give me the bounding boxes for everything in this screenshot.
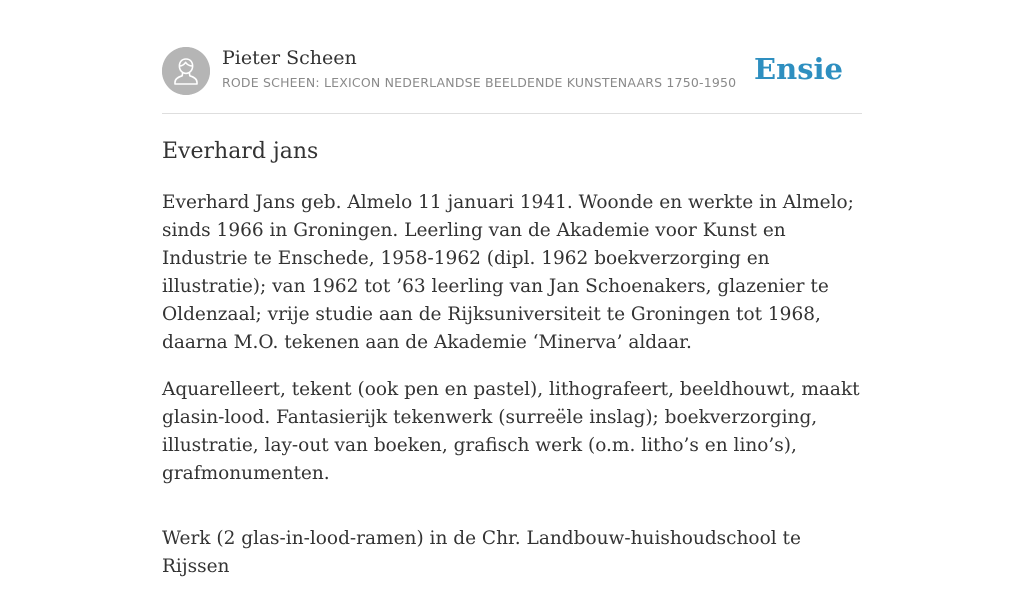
article-header bbox=[162, 0, 862, 114]
user-silhouette-icon bbox=[162, 47, 210, 95]
author-avatar[interactable] bbox=[162, 47, 210, 95]
paragraph-works: Werk (2 glas-in-lood-ramen) in de Chr. Landbouw-huishoudschool te Rijssen bbox=[162, 528, 801, 577]
content-column bbox=[162, 0, 862, 577]
article-body bbox=[162, 189, 862, 600]
paragraph-techniques: Aquarelleert, tekent (ook pen en pastel), lithografeert, beeldhouwt, maakt glasin-lood. Fantasierijk tekenwerk (surreële inslag); boekverzorging, illustratie, lay-out van boeken, grafisch werk (o.m. litho’s en lino’s), grafmonumenten. bbox=[162, 379, 860, 484]
paragraph-biography: Everhard Jans geb. Almelo 11 januari 1941. Woonde en werkte in Almelo; sinds 1966 in Groningen. Leerling van de Akademie voor Kunst en Industrie te Enschede, 1958-1962 (dipl. 1962 boekverzorging en illustratie); van 1962 tot ’63 leerling van Jan Schoenakers, glazenier te Oldenzaal; vrije studie aan de Rijksuniversiteit te Groningen tot 1968, daarna M.O. tekenen aan de Akademie ‘Minerva’ aldaar. bbox=[162, 192, 854, 353]
source-lexicon[interactable]: RODE SCHEEN: LEXICON NEDERLANDSE BEELDENDE KUNSTENAARS 1750-1950 bbox=[222, 75, 737, 90]
author-name[interactable]: Pieter Scheen bbox=[222, 47, 357, 69]
ensie-logo[interactable]: Ensie bbox=[754, 52, 843, 86]
page-title: Everhard jans bbox=[162, 139, 319, 164]
